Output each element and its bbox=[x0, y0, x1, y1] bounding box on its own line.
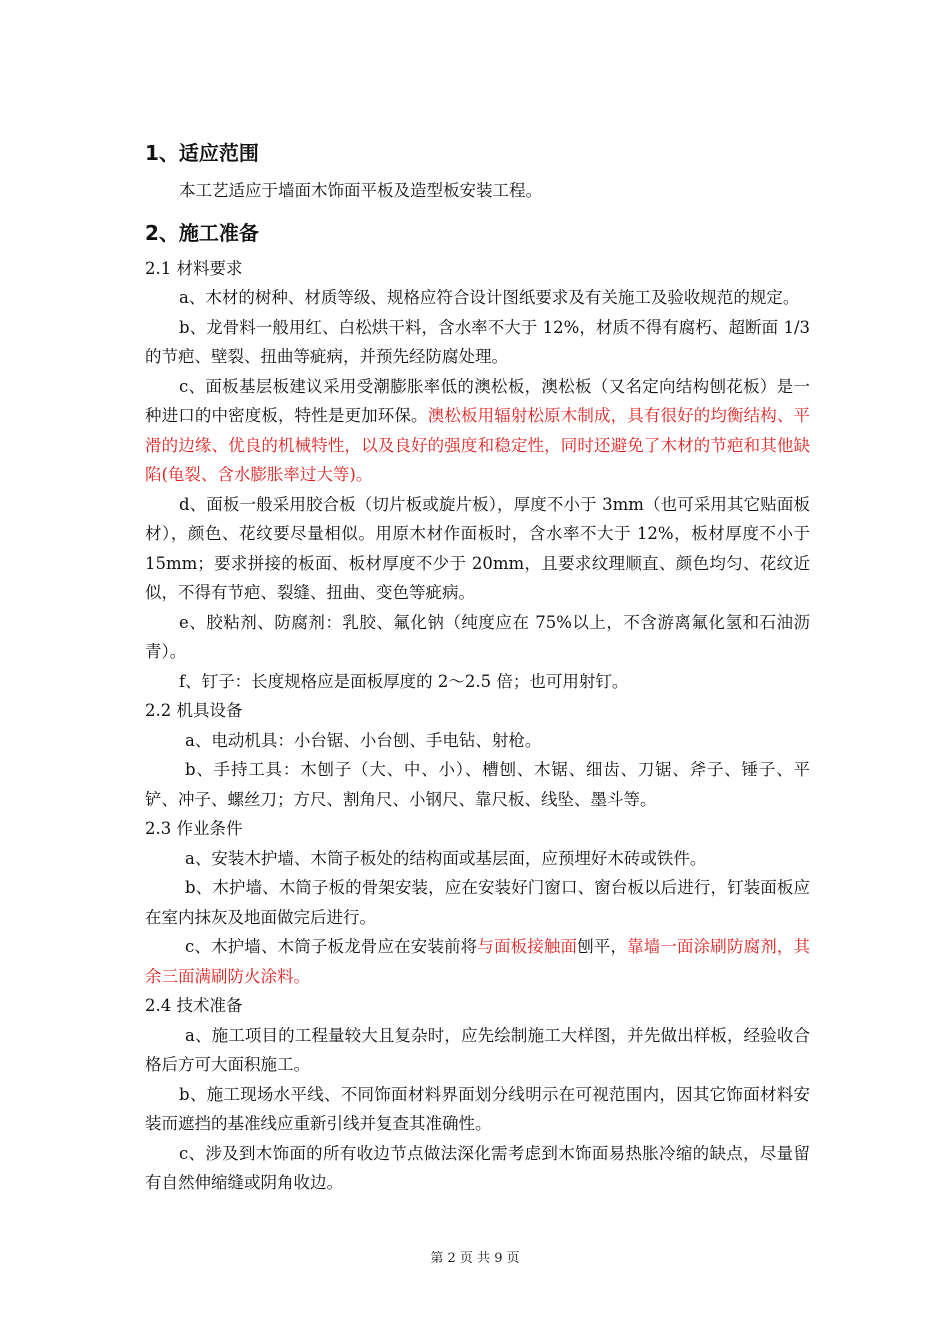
paragraph-2-1-c-text: c、面板基层板建议采用受潮膨胀率低的澳松板，澳松板（又名定向结构刨花板）是一种进口的中密度板，特性是更加环保。 bbox=[145, 376, 810, 425]
paragraph-2-3-b: b、木护墙、木筒子板的骨架安装，应在安装好门窗口、窗台板以后进行，钉装面板应在室内抹灰及地面做完后进行。 bbox=[145, 878, 810, 927]
subsection-2-4-title: 2.4 技术准备 bbox=[145, 996, 243, 1015]
page-content bbox=[145, 138, 810, 1198]
paragraph-2-3-c-highlight-2: 靠墙一面涂刷防腐剂，其余三面满刷防火涂料。 bbox=[145, 937, 811, 986]
paragraph-2-4-a: a、施工项目的工程量较大且复杂时，应先绘制施工大样图，并先做出样板，经验收合格后方可大面积施工。 bbox=[145, 1025, 810, 1074]
paragraph-2-3-c bbox=[145, 932, 810, 991]
paragraph-2-1-c-highlight: 澳松板用辐射松原木制成，具有很好的均衡结构、平滑的边缘、优良的机械特性，以及良好的强度和稳定性，同时还避免了木材的节疤和其他缺陷(龟裂、含水膨胀率过大等)。 bbox=[145, 406, 811, 484]
section-1-body: 本工艺适应于墙面木饰面平板及造型板安装工程。 bbox=[179, 181, 542, 200]
paragraph-2-4-c: c、涉及到木饰面的所有收边节点做法深化需考虑到木饰面易热胀冷缩的缺点，尽量留有自然伸缩缝或阴角收边。 bbox=[145, 1143, 810, 1192]
paragraph-2-2-b: b、手持工具：木刨子（大、中、小）、槽刨、木锯、细齿、刀锯、斧子、锤子、平铲、冲子、螺丝刀；方尺、割角尺、小钢尺、靠尺板、线坠、墨斗等。 bbox=[145, 760, 810, 809]
paragraph-2-1-d: d、面板一般采用胶合板（切片板或旋片板），厚度不小于 3mm（也可采用其它贴面板材），颜色、花纹要尽量相似。用原木材作面板时，含水率不大于 12%，板材厚度不小于 15mm；要求拼接的板面、板材厚度不少于 20mm，且要求纹理顺直、颜色均匀、花纹近似，不得有节疤、裂缝、扭曲、变色等疵病。 bbox=[145, 494, 810, 602]
paragraph-2-3-c-highlight-1: 与面板接触面 bbox=[477, 937, 578, 956]
paragraph-2-1-b: b、龙骨料一般用红、白松烘干料，含水率不大于 12%，材质不得有腐朽、超断面 1/3 的节疤、壁裂、扭曲等疵病，并预先经防腐处理。 bbox=[145, 317, 810, 366]
paragraph-2-1-a: a、木材的树种、材质等级、规格应符合设计图纸要求及有关施工及验收规范的规定。 bbox=[179, 288, 800, 307]
paragraph-2-3-c-text-2: 刨平， bbox=[577, 937, 628, 956]
paragraph-2-4-b: b、施工现场水平线、不同饰面材料界面划分线明示在可视范围内，因其它饰面材料安装而遮挡的基准线应重新引线并复查其准确性。 bbox=[145, 1084, 810, 1133]
subsection-2-2-title: 2.2 机具设备 bbox=[145, 701, 243, 720]
page-number-footer: 第 2 页 共 9 页 bbox=[430, 1251, 520, 1266]
paragraph-2-1-f: f、钉子：长度规格应是面板厚度的 2～2.5 倍；也可用射钉。 bbox=[179, 671, 629, 691]
paragraph-2-3-a: a、安装木护墙、木筒子板处的结构面或基层面，应预埋好木砖或铁件。 bbox=[185, 848, 707, 868]
paragraph-2-1-e: e、胶粘剂、防腐剂：乳胶、氟化钠（纯度应在 75%以上，不含游离氟化氢和石油沥青）。 bbox=[145, 612, 810, 661]
section-1-heading: 1、适应范围 bbox=[145, 141, 259, 165]
subsection-2-1-title: 2.1 材料要求 bbox=[145, 258, 243, 278]
paragraph-2-3-c-text-1: c、木护墙、木筒子板龙骨应在安装前将 bbox=[185, 937, 478, 956]
section-2-heading: 2、施工准备 bbox=[145, 220, 259, 245]
paragraph-2-1-c bbox=[145, 372, 810, 490]
paragraph-2-2-a: a、电动机具：小台锯、小台刨、手电钻、射枪。 bbox=[185, 730, 542, 750]
subsection-2-3-title: 2.3 作业条件 bbox=[145, 819, 243, 838]
